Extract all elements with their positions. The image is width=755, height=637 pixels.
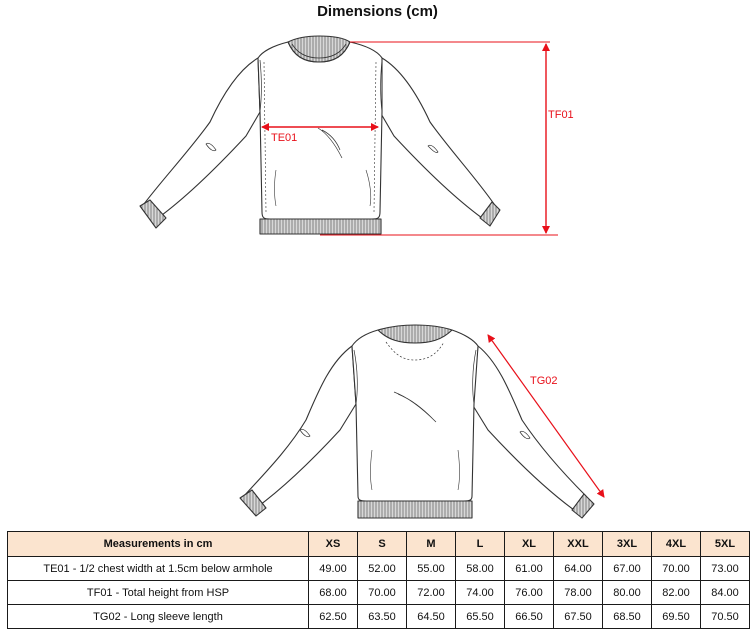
size-header: 5XL bbox=[701, 532, 750, 557]
size-header: 4XL bbox=[652, 532, 701, 557]
back-right-sleeve bbox=[472, 346, 586, 510]
table-row bbox=[8, 581, 750, 605]
table-cell: 66.50 bbox=[505, 605, 554, 629]
page-title: Dimensions (cm) bbox=[317, 3, 438, 20]
table-cell: 74.00 bbox=[456, 581, 505, 605]
table-row bbox=[8, 605, 750, 629]
tf01-label: TF01 bbox=[548, 109, 574, 121]
table-cell: 52.00 bbox=[358, 557, 407, 581]
table-cell: 62.50 bbox=[309, 605, 358, 629]
table-cell: 49.00 bbox=[309, 557, 358, 581]
measurements-header: Measurements in cm bbox=[8, 532, 309, 557]
size-chart-table bbox=[7, 531, 750, 629]
front-hem-rib bbox=[260, 219, 381, 234]
table-cell: 70.50 bbox=[701, 605, 750, 629]
table-cell: 69.50 bbox=[652, 605, 701, 629]
table-cell: 72.00 bbox=[407, 581, 456, 605]
table-cell: 67.00 bbox=[603, 557, 652, 581]
table-cell: 55.00 bbox=[407, 557, 456, 581]
tg02-label: TG02 bbox=[530, 375, 558, 387]
table-cell: 68.00 bbox=[309, 581, 358, 605]
front-body bbox=[258, 42, 382, 219]
table-cell: 58.00 bbox=[456, 557, 505, 581]
table-cell: 73.00 bbox=[701, 557, 750, 581]
front-left-sleeve bbox=[144, 58, 260, 218]
size-header: 3XL bbox=[603, 532, 652, 557]
sweatshirt-back-view bbox=[240, 325, 594, 518]
size-header: XS bbox=[309, 532, 358, 557]
row-label: TE01 - 1/2 chest width at 1.5cm below armhole bbox=[8, 557, 309, 581]
size-header: S bbox=[358, 532, 407, 557]
table-row bbox=[8, 557, 750, 581]
size-header: L bbox=[456, 532, 505, 557]
table-cell: 76.00 bbox=[505, 581, 554, 605]
table-cell: 61.00 bbox=[505, 557, 554, 581]
row-label: TF01 - Total height from HSP bbox=[8, 581, 309, 605]
te01-label: TE01 bbox=[271, 132, 298, 144]
table-cell: 82.00 bbox=[652, 581, 701, 605]
front-right-sleeve bbox=[380, 58, 494, 218]
table-cell: 80.00 bbox=[603, 581, 652, 605]
size-header: XXL bbox=[554, 532, 603, 557]
back-left-sleeve bbox=[244, 346, 356, 508]
table-cell: 67.50 bbox=[554, 605, 603, 629]
table-cell: 70.00 bbox=[358, 581, 407, 605]
table-cell: 63.50 bbox=[358, 605, 407, 629]
table-cell: 64.50 bbox=[407, 605, 456, 629]
size-header: XL bbox=[505, 532, 554, 557]
table-cell: 65.50 bbox=[456, 605, 505, 629]
sweatshirt-front-view bbox=[140, 36, 500, 234]
back-body bbox=[352, 330, 478, 501]
back-hem-rib bbox=[358, 501, 472, 518]
table-cell: 70.00 bbox=[652, 557, 701, 581]
table-cell: 64.00 bbox=[554, 557, 603, 581]
size-header: M bbox=[407, 532, 456, 557]
table-cell: 68.50 bbox=[603, 605, 652, 629]
row-label: TG02 - Long sleeve length bbox=[8, 605, 309, 629]
table-cell: 78.00 bbox=[554, 581, 603, 605]
table-cell: 84.00 bbox=[701, 581, 750, 605]
size-header-row bbox=[8, 532, 750, 557]
